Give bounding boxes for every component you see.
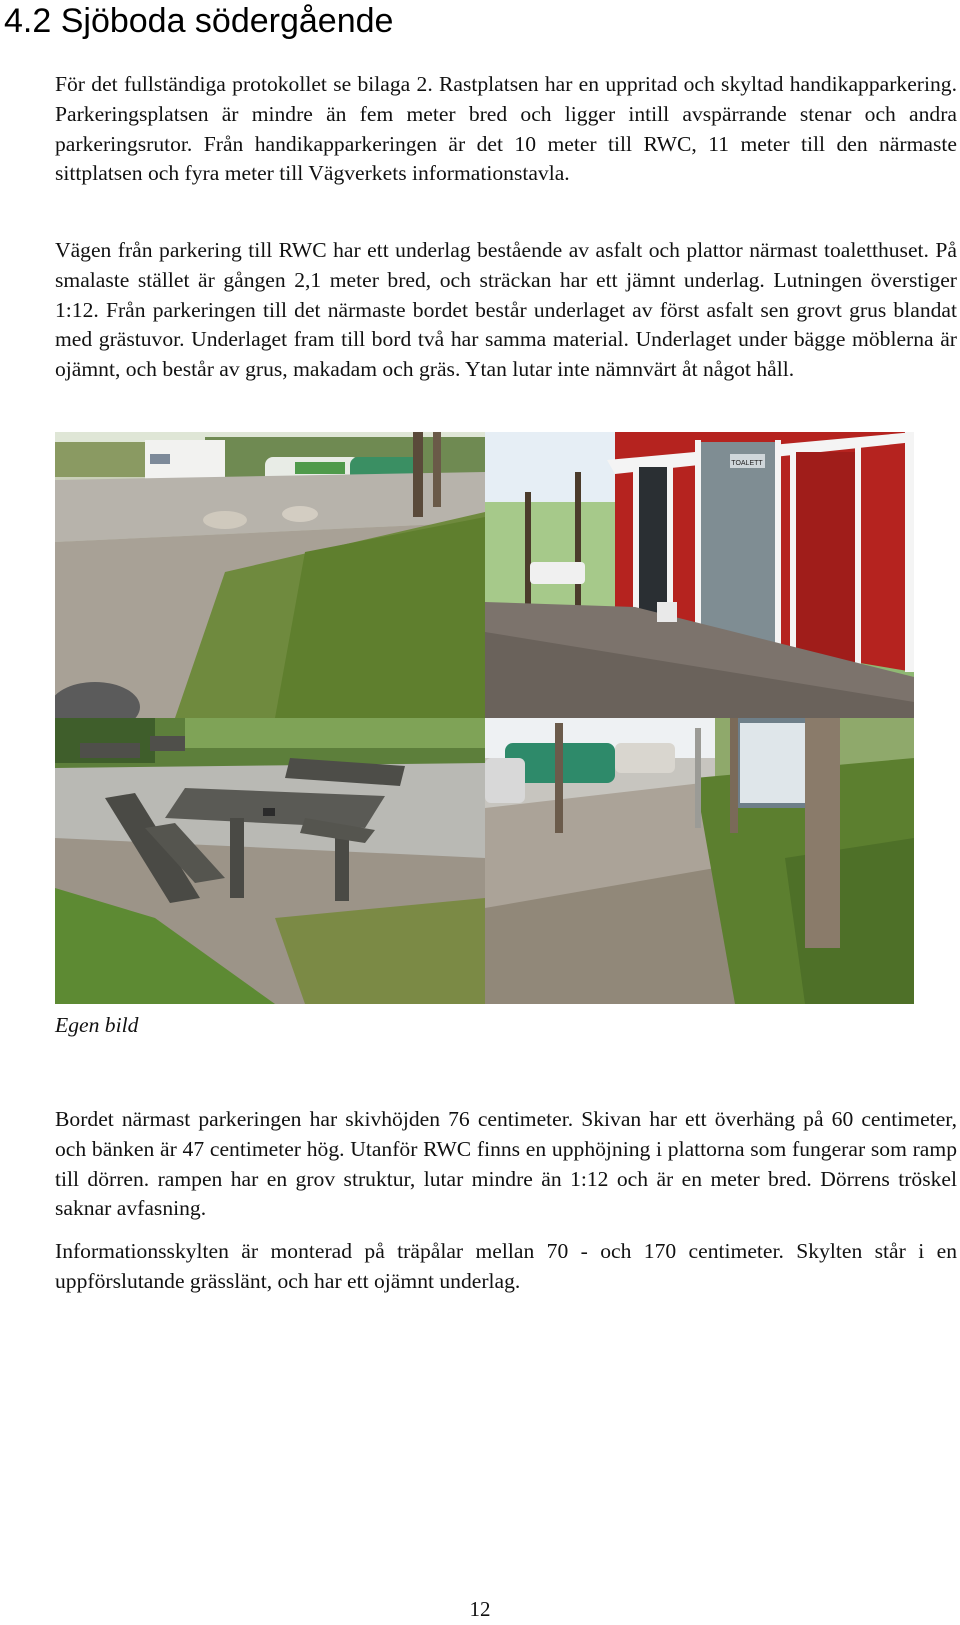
sign-photo-illustration (485, 718, 914, 1004)
toilet-door-sign: TOALETT (731, 460, 763, 467)
paragraph-table-and-ramp: Bordet närmast parkeringen har skivhöjden 76 centimeter. Skivan har ett överhäng på 60 centimeter, och bänken är 47 centimeter hög. Utanför RWC finns en upphöjning i plattorna som fungerar som ramp till dörren. rampen har en grov struktur, lutar mindre än 1:12 och är en meter bred. Dörrens tröskel saknar avfasning. (55, 1107, 957, 1221)
section-heading: 4.2 Sjöboda södergående (4, 2, 394, 40)
page-number: 12 (469, 1597, 491, 1621)
paragraph-parking-overview: För det fullständiga protokollet se bilaga 2. Rastplatsen har en uppritad och skyltad handikapparkering. Parkeringsplatsen är mindre än fem meter bred och ligger intill avspärrande stenar och andra parkeringsrutor. Från handikapparkeringen är det 10 meter till RWC, 11 meter till den närmaste sittplatsen och fyra meter till Vägverkets informationstavla. (55, 72, 957, 186)
parking-photo-illustration (55, 432, 485, 718)
paragraph-information-sign: Informationsskylten är monterad på träpålar mellan 70 - och 170 centimeter. Skylten står i en uppförslutande grässlänt, och har ett ojämnt underlag. (55, 1239, 957, 1293)
photo-caption: Egen bild (55, 1013, 139, 1037)
photo-picnic-table (55, 718, 485, 1004)
photo-information-sign (485, 718, 914, 1004)
table-photo-illustration (55, 718, 485, 1004)
photo-parking-area (55, 432, 485, 718)
photo-toilet-building (485, 432, 914, 718)
toilet-photo-illustration (485, 432, 914, 718)
paragraph-path-to-rwc: Vägen från parkering till RWC har ett underlag bestående av asfalt och plattor närmast toaletthuset. På smalaste stället är gången 2,1 meter bred, och sträckan har ett jämnt underlag. Lutningen överstiger 1:12. Från parkeringen till det närmaste bordet består underlaget av först asfalt sen grovt grus blandat med grästuvor. Underlaget fram till bord två har samma material. Underlaget under bägge möblerna är ojämnt, och består av grus, makadam och gräs. Ytan lutar inte nämnvärt åt något håll. (55, 238, 957, 382)
